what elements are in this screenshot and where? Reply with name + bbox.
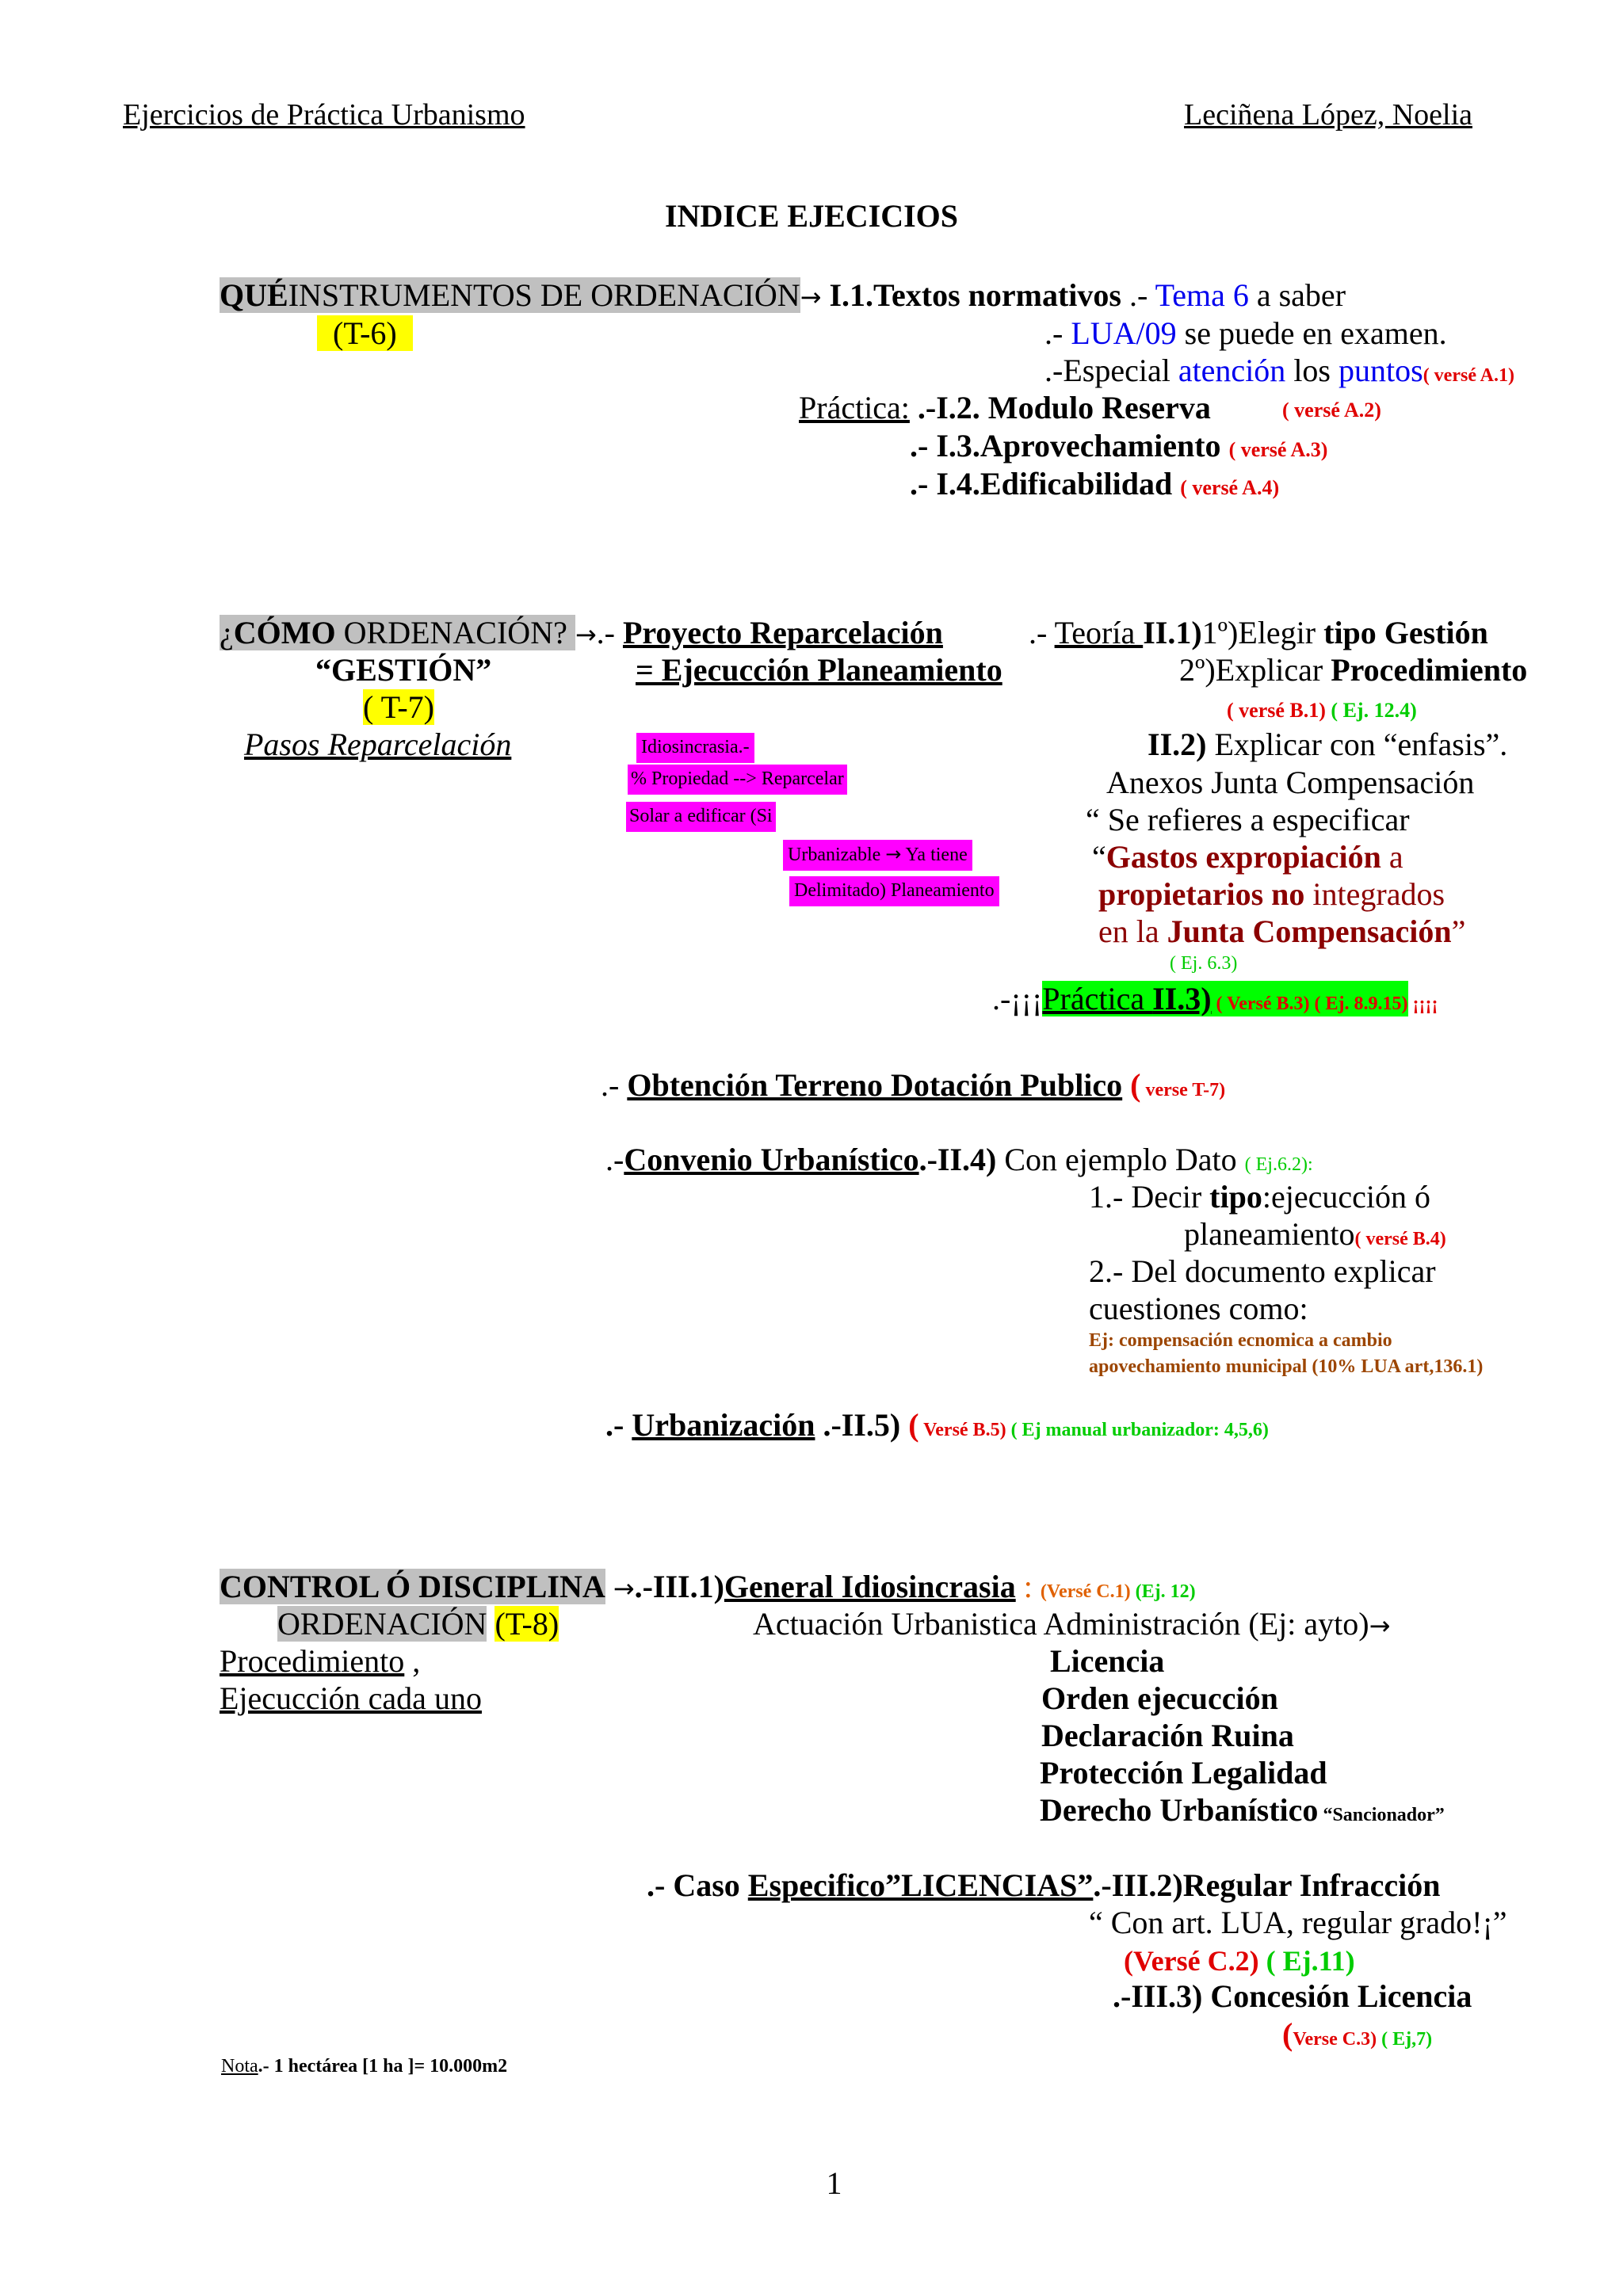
s2-junta-line: en la Junta Compensación” — [1098, 913, 1466, 949]
s2-tag: ( T-7) — [363, 689, 434, 725]
s2-note-propiedad: % Propiedad --> Reparcelar — [628, 765, 847, 795]
s1-especial-line: .-Especial atención los puntos( versé A.1) — [1044, 353, 1514, 388]
s2-practica-highlight: Práctica II.3) ( Versé B.3) ( Ej. 8.9.15) — [1042, 981, 1408, 1016]
s1-i4-line: .- I.4.Edificabilidad ( versé A.4) — [910, 466, 1280, 502]
s2-note-urbanizable: Urbanizable → Ya tiene — [783, 840, 972, 871]
s2-practica-line: .-¡¡¡Práctica II.3) ( Versé B.3) ( Ej. 8.9.15) ¡¡¡¡ — [992, 981, 1438, 1016]
s2-b1-line: ( versé B.1) ( Ej. 12.4) — [1227, 699, 1417, 722]
s2-pasos: Pasos Reparcelación — [244, 727, 512, 762]
s2-ej-comp: Ej: compensación ecnomica a cambio — [1089, 1330, 1392, 1351]
s2-note-idiosincrasia: Idiosincrasia.- — [636, 733, 754, 763]
s2-explicar-line: 2º)Explicar Procedimiento — [1179, 652, 1528, 688]
arrow-icon: → — [885, 843, 902, 865]
s2-ej63: ( Ej. 6.3) — [1170, 953, 1238, 974]
s1-tag: (T-6) — [317, 315, 413, 352]
arrow-icon: → — [800, 282, 822, 312]
s2-obtencion-line: .- Obtención Terreno Dotación Publico ( verse T-7) — [601, 1067, 1226, 1103]
s2-gestion: “GESTIÓN” — [315, 652, 492, 688]
s3-iii3: .-III.3) Concesión Licencia — [1113, 1978, 1472, 2014]
s3-derecho-line: Derecho Urbanístico “Sancionador” — [1040, 1792, 1445, 1828]
s1-i3-line: .- I.3.Aprovechamiento ( versé A.3) — [910, 428, 1328, 463]
s2-convenio-line: .-Convenio Urbanístico.-II.4) Con ejemplo Dato ( Ej.6.2): — [605, 1142, 1313, 1177]
s1-i2-line: Práctica: .-I.2. Modulo Reserva — [799, 390, 1211, 425]
s1-instrumentos: INSTRUMENTOS DE ORDENACIÓN — [288, 277, 800, 313]
s2-apov: apovechamiento municipal (10% LUA art,136.1) — [1089, 1356, 1484, 1377]
s3-ordenacion-line: ORDENACIÓN (T-8) — [277, 1606, 559, 1642]
s3-c3-line: (Verse C.3) ( Ej,7) — [1282, 2016, 1433, 2052]
arrow-icon: → — [575, 620, 597, 650]
s3-licencia: Licencia — [1050, 1643, 1165, 1679]
s1-a1: ( versé A.1) — [1423, 365, 1514, 386]
s3-c2-line: (Versé C.2) ( Ej.11) — [1124, 1945, 1355, 1977]
s3-actuacion-line: Actuación Urbanistica Administración (Ej: ayto)→ — [753, 1606, 1391, 1642]
s2-refieres: “ Se refieres a especificar — [1086, 802, 1410, 837]
s2-del-doc: 2.- Del documento explicar — [1089, 1253, 1436, 1289]
s2-note-solar: Solar a edificar (Si — [626, 802, 776, 832]
s2-decir-line: 1.- Decir tipo:ejecucción ó — [1089, 1179, 1430, 1215]
s3-ejecuccion: Ejecucción cada uno — [220, 1680, 482, 1716]
s2-anexos: Anexos Junta Compensación — [1106, 765, 1475, 800]
s1-a2: ( versé A.2) — [1282, 399, 1381, 421]
s3-orden: Orden ejecucción — [1041, 1680, 1278, 1716]
s1-saber: a saber — [1248, 277, 1346, 313]
nota: Nota.- 1 hectárea [1 ha ]= 10.000m2 — [221, 2056, 508, 2077]
s1-sep: .- — [1121, 277, 1155, 313]
s2-urbanizacion-line: .- Urbanización .-II.5) ( Versé B.5) ( Ej manual urbanizador: 4,5,6) — [605, 1407, 1269, 1443]
s2-ejecucion: = Ejecucción Planeamiento — [636, 652, 1002, 688]
s2-teoria-line: .- Teoría II.1)1º)Elegir tipo Gestión — [1029, 615, 1488, 650]
page-number: 1 — [826, 2165, 842, 2201]
s1-textos: I.1.Textos normativos — [829, 277, 1121, 313]
header-left: Ejercicios de Práctica Urbanismo — [123, 98, 525, 132]
header-right: Leciñena López, Noelia — [1184, 98, 1472, 132]
s2-note-delimitado: Delimitado) Planeamiento — [789, 876, 999, 906]
s3-con-art: “ Con art. LUA, regular grado!¡” — [1089, 1905, 1507, 1940]
s3-procedimiento-line: Procedimiento , — [220, 1643, 421, 1679]
arrow-icon: → — [1369, 1611, 1391, 1641]
page-title: INDICE EJECICIOS — [664, 198, 959, 234]
s1-lua: LUA/09 — [1071, 315, 1177, 351]
s1-tema: Tema 6 — [1155, 277, 1249, 313]
s2-proyecto: Proyecto Reparcelación — [622, 615, 943, 650]
s2-gastos-line: “Gastos expropiación a — [1092, 839, 1403, 875]
s2-cuestiones: cuestiones como: — [1089, 1291, 1308, 1326]
s3-caso-line: .- Caso Especifico”LICENCIAS”.-III.2)Regular Infracción — [647, 1867, 1441, 1903]
arrow-icon: → — [613, 1573, 635, 1604]
s1-question — [220, 277, 1346, 314]
s2-propietarios-line: propietarios no integrados — [1098, 876, 1445, 912]
s2-ii2-line: II.2) Explicar con “enfasis”. — [1148, 727, 1508, 762]
s3-declaracion: Declaración Ruina — [1041, 1718, 1294, 1753]
s2-planeamiento-line: planeamiento( versé B.4) — [1184, 1216, 1446, 1252]
s3-question: CONTROL Ó DISCIPLINA →.-III.1)General Idiosincrasia : (Versé C.1) (Ej. 12) — [220, 1569, 1196, 1604]
s3-proteccion: Protección Legalidad — [1040, 1755, 1327, 1791]
s1-lua-line: .- LUA/09 se puede en examen. — [1044, 315, 1447, 351]
s1-que: QUÉ — [220, 277, 288, 313]
s2-question: ¿CÓMO ORDENACIÓN? →.- Proyecto Reparcelación — [220, 615, 943, 650]
